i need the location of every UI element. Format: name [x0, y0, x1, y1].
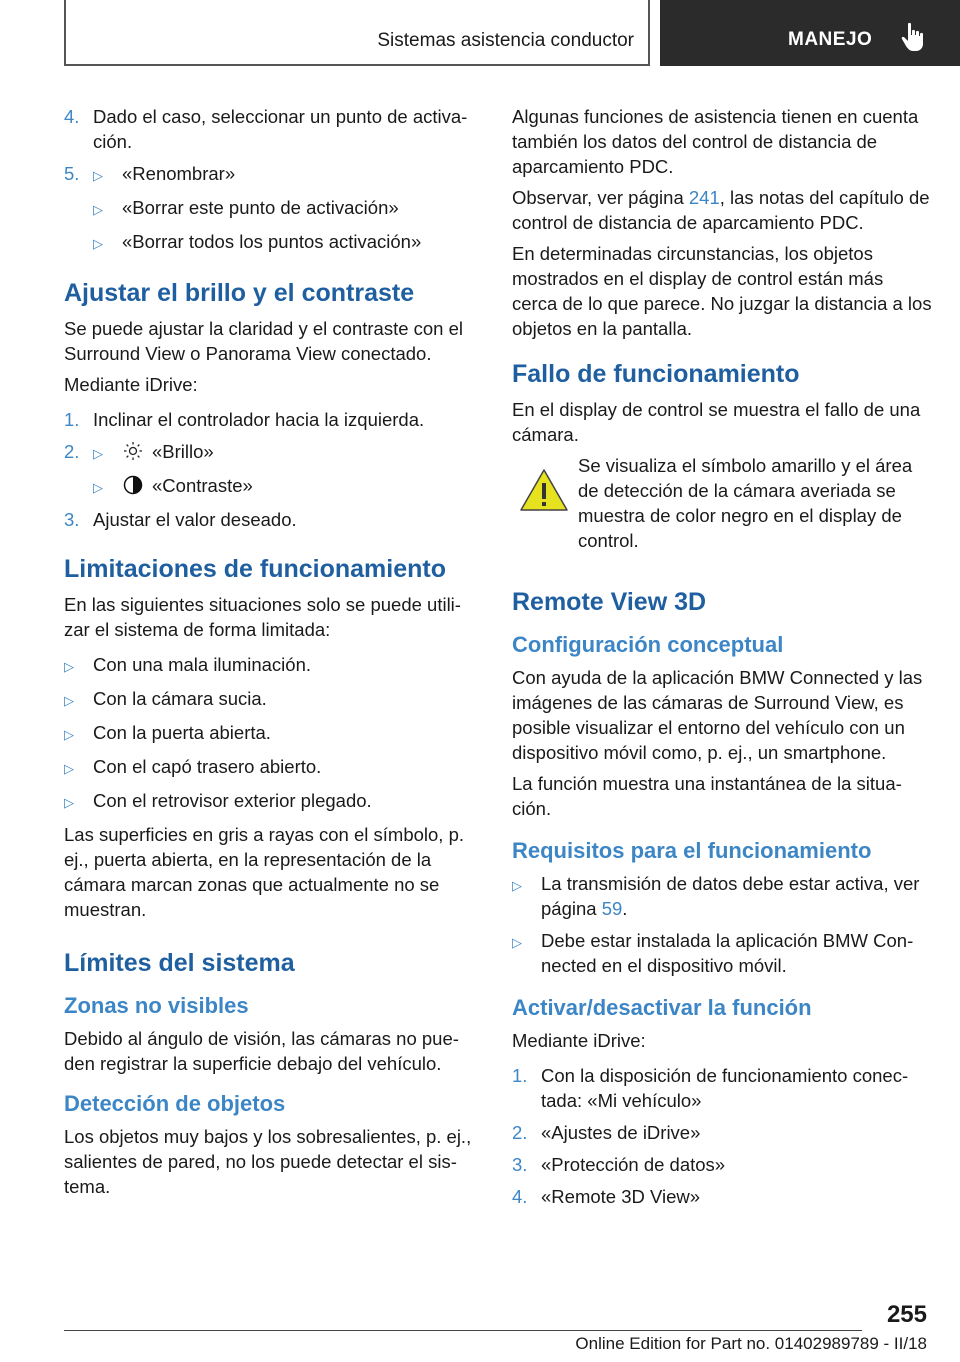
heading-limitaciones: Limitaciones de funcionamiento [64, 555, 446, 583]
triangle-bullet-icon: ▷ [64, 727, 74, 742]
chapter-title: MANEJO [788, 29, 873, 50]
heading-limites: Límites del sistema [64, 949, 295, 977]
list-item: 1. Inclinar el controlador hacia la izquierda. [64, 409, 425, 430]
right-column [512, 104, 932, 1216]
paragraph: Los objetos muy bajos y los sobresalientes, p. ej., salientes de pared, no los puede detectar el sis-tema. [64, 1126, 472, 1197]
list-item: 4. Dado el caso, seleccionar un punto de activa- ción. [64, 106, 468, 152]
list-item: ▷ Debe estar instalada la aplicación BMW Con-nected en el dispositivo móvil. [512, 930, 914, 976]
triangle-bullet-icon: ▷ [93, 236, 103, 251]
heading-remote: Remote View 3D [512, 588, 707, 616]
paragraph: Con ayuda de la aplicación BMW Connected y las imágenes de las cámaras de Surround View, es posible visualizar el entorno del vehículo con un dispositivo móvil como, p. ej., un smartphone. [512, 667, 923, 763]
list-item: ▷ Con una mala iluminación. [64, 652, 482, 679]
list-item: 3. «Protección de datos» [512, 1154, 726, 1175]
triangle-bullet-icon: ▷ [93, 168, 103, 183]
warning-note [512, 453, 932, 563]
heading-deteccion: Detección de objetos [64, 1091, 286, 1116]
hand-pointer-icon [900, 22, 928, 52]
paragraph: Mediante iDrive: [512, 1030, 646, 1051]
left-column [64, 104, 482, 1205]
triangle-bullet-icon: ▷ [93, 202, 103, 217]
brightness-icon [122, 440, 144, 462]
list-item: 5. ▷ «Renombrar» [64, 161, 482, 188]
list-item: ▷ «Borrar este punto de activación» [64, 195, 482, 222]
header-section-box [64, 0, 650, 66]
heading-brillo: Ajustar el brillo y el contraste [64, 279, 415, 307]
triangle-bullet-icon: ▷ [64, 693, 74, 708]
paragraph: En el display de control se muestra el fallo de una cámara. [512, 399, 921, 445]
contrast-icon [122, 474, 144, 496]
list-item: ▷ Con el capó trasero abierto. [64, 754, 482, 781]
list-item: 2. ▷ «Brillo» [64, 439, 482, 466]
footer-edition: Online Edition for Part no. 01402989789 - II/18 [575, 1334, 927, 1353]
warning-triangle-icon [518, 467, 570, 513]
page-link[interactable]: 59 [601, 898, 623, 919]
paragraph: Algunas funciones de asistencia tienen en cuenta también los datos del control de distancia de aparcamiento PDC. [512, 106, 919, 177]
paragraph: En las siguientes situaciones solo se puede utili-zar el sistema de forma limitada: [64, 594, 461, 640]
list-item: ▷ «Borrar todos los puntos activación» [64, 229, 482, 256]
list-item: ▷ Con el retrovisor exterior plegado. [64, 788, 482, 815]
paragraph: Debido al ángulo de visión, las cámaras no pue-den registrar la superficie debajo del vehículo. [64, 1028, 459, 1074]
heading-fallo: Fallo de funcionamiento [512, 360, 800, 388]
triangle-bullet-icon: ▷ [64, 659, 74, 674]
footer-divider [64, 1330, 862, 1331]
list-item: 4. «Remote 3D View» [512, 1186, 701, 1207]
triangle-bullet-icon: ▷ [93, 480, 103, 495]
list-item: ▷ La transmisión de datos debe estar activa, ver página 59. [512, 873, 920, 919]
triangle-bullet-icon: ▷ [64, 761, 74, 776]
list-item: 1. Con la disposición de funcionamiento conec-tada: «Mi vehículo» [512, 1065, 909, 1111]
heading-config: Configuración conceptual [512, 632, 784, 657]
paragraph: En determinadas circunstancias, los objetos mostrados en el display de control están más cerca de lo que parece. No juzgar la distancia a los objetos en la pantalla. [512, 243, 932, 339]
section-title: Sistemas asistencia conductor [377, 30, 634, 51]
list-item: ▷ Con la cámara sucia. [64, 686, 482, 713]
header-chapter-box [660, 0, 960, 66]
triangle-bullet-icon: ▷ [512, 935, 522, 950]
page-number: 255 [886, 1301, 927, 1328]
heading-requisitos: Requisitos para el funcionamiento [512, 838, 872, 863]
list-item: ▷ Con la puerta abierta. [64, 720, 482, 747]
paragraph: Se puede ajustar la claridad y el contraste con el Surround View o Panorama View conectado. [64, 318, 464, 364]
triangle-bullet-icon: ▷ [512, 878, 522, 893]
heading-zonas: Zonas no visibles [64, 993, 249, 1018]
page-link[interactable]: 241 [688, 187, 720, 208]
heading-activar: Activar/desactivar la función [512, 995, 812, 1020]
list-item: 3. Ajustar el valor deseado. [64, 509, 297, 530]
triangle-bullet-icon: ▷ [93, 446, 103, 461]
list-item: 2. «Ajustes de iDrive» [512, 1122, 701, 1143]
paragraph: Las superficies en gris a rayas con el símbolo, p. ej., puerta abierta, en la representación de la cámara marcan zonas que actualmente no se muestran. [64, 824, 464, 920]
triangle-bullet-icon: ▷ [64, 795, 74, 810]
list-item: ▷ «Contraste» [64, 473, 482, 500]
paragraph: Mediante iDrive: [64, 374, 198, 395]
paragraph: La función muestra una instantánea de la situa-ción. [512, 773, 902, 819]
warning-text: Se visualiza el símbolo amarillo y el área de detección de la cámara averiada se muestra de color negro en el display de control. [578, 455, 913, 551]
paragraph: Observar, ver página 241, las notas del capítulo de control de distancia de aparcamiento PDC. [512, 187, 930, 233]
